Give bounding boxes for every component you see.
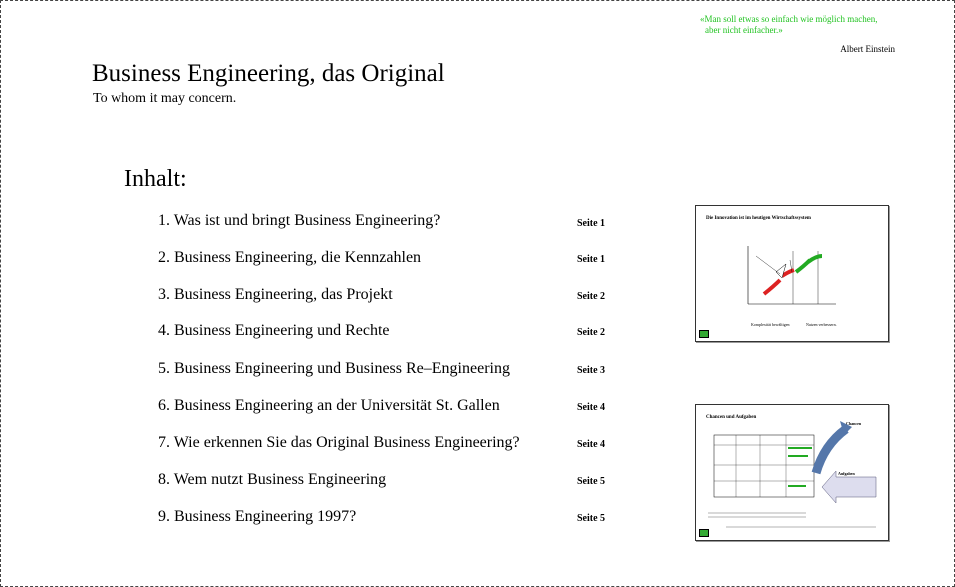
toc-item-3[interactable]: 3. Business Engineering, das Projekt xyxy=(158,286,393,303)
quote-author: Albert Einstein xyxy=(840,44,895,54)
toc-heading: Inhalt: xyxy=(124,166,187,192)
toc-page-5: Seite 3 xyxy=(577,365,606,376)
slide1-title: Die Innovation ist im heutigen Wirtschaftssystem xyxy=(706,216,811,221)
document-title: Business Engineering, das Original xyxy=(92,60,445,87)
toc-page-9: Seite 5 xyxy=(577,513,606,524)
slide2-label-aufgaben: Aufgaben xyxy=(838,471,855,476)
toc-page-3: Seite 2 xyxy=(577,291,606,302)
toc-item-4[interactable]: 4. Business Engineering und Rechte xyxy=(158,322,390,339)
toc-item-9[interactable]: 9. Business Engineering 1997? xyxy=(158,508,357,525)
slide1-caption: Komplexität bewältigen xyxy=(751,322,790,327)
slide1-logo-icon xyxy=(699,330,709,338)
epigraph-quote xyxy=(700,14,877,36)
toc-item-6[interactable]: 6. Business Engineering an der Universität St. Gallen xyxy=(158,397,500,414)
toc-item-2[interactable]: 2. Business Engineering, die Kennzahlen xyxy=(158,249,422,266)
toc-page-2: Seite 1 xyxy=(577,254,606,265)
toc-page-8: Seite 5 xyxy=(577,476,606,487)
slide2-diagram xyxy=(696,405,888,540)
toc-item-7[interactable]: 7. Wie erkennen Sie das Original Business Engineering? xyxy=(158,434,520,451)
slide2-logo-icon xyxy=(699,529,709,537)
document-subtitle: To whom it may concern. xyxy=(93,91,237,106)
toc-page-1: Seite 1 xyxy=(577,218,606,229)
slide1-caption-2: Nutzen verbessern. xyxy=(806,322,837,327)
toc-item-5[interactable]: 5. Business Engineering und Business Re–Engineering xyxy=(158,360,510,377)
slide1-diagram xyxy=(696,206,888,341)
slide2-title: Chancen und Aufgaben xyxy=(706,415,757,420)
toc-item-1[interactable]: 1. Was ist und bringt Business Engineering? xyxy=(158,212,441,229)
toc-page-6: Seite 4 xyxy=(577,402,606,413)
toc-page-4: Seite 2 xyxy=(577,327,606,338)
quote-line-1: «Man soll etwas so einfach wie möglich machen, xyxy=(700,14,878,24)
slide2-label-chancen: Chancen xyxy=(846,421,862,426)
quote-line-2: aber nicht einfacher.» xyxy=(705,25,783,35)
slide-thumbnail-innovation[interactable] xyxy=(695,205,889,342)
toc-item-8[interactable]: 8. Wem nutzt Business Engineering xyxy=(158,471,387,488)
toc-page-7: Seite 4 xyxy=(577,439,606,450)
slide-thumbnail-chancen[interactable] xyxy=(695,404,889,541)
